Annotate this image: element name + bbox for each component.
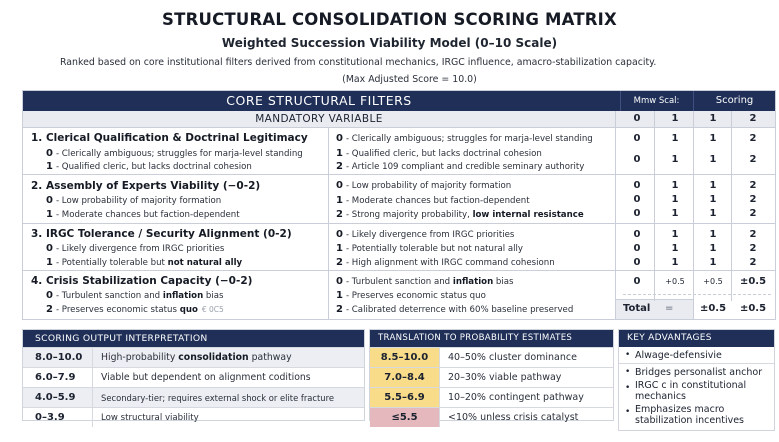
criterion-score: 0	[336, 276, 343, 287]
criterion-text: - Preserves economic status	[55, 305, 177, 315]
criterion-text: - Turbulent sanction and	[55, 291, 161, 301]
left-criterion	[46, 195, 221, 206]
interpretation-panel	[22, 329, 365, 421]
left-criterion	[46, 148, 303, 159]
criterion-text: - High alignment with IRGC command cohesionn	[345, 258, 555, 268]
criterion-score: 0	[336, 180, 343, 191]
left-criterion	[46, 243, 224, 254]
score-cell: 2	[749, 208, 757, 219]
score-cell: 1	[671, 133, 679, 144]
probability-panel	[369, 329, 614, 421]
criterion-score: 0	[46, 290, 53, 301]
criterion-score: 2	[336, 209, 343, 220]
right-criterion	[336, 148, 542, 159]
filter-section-4	[23, 271, 775, 319]
right-criterion	[336, 180, 511, 191]
total-label-cell	[615, 299, 693, 319]
score-cell: 2	[749, 243, 757, 254]
probability-row	[370, 347, 613, 367]
right-criterion	[336, 243, 523, 254]
criterion-score: 1	[336, 195, 343, 206]
score-cell: 1	[709, 229, 717, 240]
left-criterion	[46, 304, 224, 315]
faint-annotation: € 0C5	[201, 305, 224, 314]
left-criterion	[46, 209, 240, 220]
advantage-item: • Emphasizes macro stabilization incentives	[619, 404, 774, 428]
criterion-score: 2	[46, 304, 53, 315]
probability-text: <10% unless crisis catalyst	[448, 412, 579, 423]
score-cell: 0	[633, 194, 641, 205]
score-cell: 2	[749, 229, 757, 240]
header-scoring: Scoring	[693, 91, 775, 111]
right-criterion	[336, 161, 584, 172]
criterion-score: 0	[46, 195, 53, 206]
score-cell: 1	[709, 113, 717, 124]
score-cell: 2	[749, 113, 757, 124]
criterion-emphasis: low internal resistance	[472, 210, 584, 220]
max-score-note: (Max Adjusted Score = 10.0)	[342, 74, 477, 85]
score-cell: 1	[709, 154, 717, 165]
matrix-header	[23, 91, 775, 111]
score-cell: 0	[633, 229, 641, 240]
score-cell: 1	[709, 208, 717, 219]
header-core-filters: CORE STRUCTURAL FILTERS	[226, 93, 412, 108]
score-cell: +0.5	[665, 277, 685, 286]
criterion-score: 2	[336, 161, 343, 172]
left-criterion	[46, 290, 224, 301]
interpretation-row	[23, 387, 364, 407]
criterion-score: 1	[336, 243, 343, 254]
criterion-text: - Likely divergence from IRGC priorities	[345, 230, 515, 240]
left-criterion	[46, 257, 242, 268]
text-part: High-probability	[101, 352, 176, 363]
interpretation-row	[23, 347, 364, 367]
advantages-title: KEY ADVANTAGES	[619, 330, 774, 347]
criterion-text-after: bias	[203, 291, 224, 301]
score-cell: 1	[709, 257, 717, 268]
criterion-text: - Low probability of majority formation	[55, 196, 222, 206]
criterion-score: 2	[336, 304, 343, 315]
score-cell: 0	[633, 113, 641, 124]
score-cell: 0	[633, 133, 641, 144]
criterion-emphasis: inflation	[162, 291, 204, 301]
criterion-score: 1	[46, 257, 53, 268]
criterion-text: - Clerically ambiguous; struggles for marja-level standing	[345, 134, 593, 144]
score-range: 8.0–10.0	[23, 348, 93, 367]
criterion-score: 0	[46, 243, 53, 254]
criterion-text: - Qualified cleric, but lacks doctrinal cohesion	[55, 162, 252, 172]
criterion-score: 0	[46, 148, 53, 159]
probability-title: TRANSLATION TO PROBABILITY ESTIMATES	[370, 330, 613, 347]
interpretation-text	[93, 352, 292, 363]
filter-section-3	[23, 224, 775, 271]
criterion-text: - Turbulent sanction and	[345, 277, 451, 287]
right-criterion	[336, 229, 514, 240]
criterion-text: - Moderate chances but faction-dependent	[55, 210, 240, 220]
criterion-text: - Potentially tolerable but not natural ally	[345, 244, 524, 254]
page-subtitle: Weighted Succession Viability Model (0–10 Scale)	[221, 36, 558, 50]
criterion-text: - Low probability of majority formation	[345, 181, 512, 191]
score-cell: 1	[671, 208, 679, 219]
column-divider	[654, 111, 655, 301]
score-cell: 2	[749, 154, 757, 165]
criterion-score: 1	[46, 209, 53, 220]
criterion-score: 2	[336, 257, 343, 268]
score-cell: 1	[709, 243, 717, 254]
section-title: 1. Clerical Qualification & Doctrinal Legitimacy	[31, 132, 308, 144]
score-cell: 2	[749, 133, 757, 144]
probability-row	[370, 407, 613, 427]
criterion-text: - Moderate chances but faction-dependent	[345, 196, 530, 206]
score-cell: 1	[671, 180, 679, 191]
total-label: Total	[623, 303, 651, 314]
page-title: STRUCTURAL CONSOLIDATION SCORING MATRIX	[162, 10, 617, 29]
page-description: Ranked based on core institutional filters derived from constitutional mechanics, IRGC influence, amacro-stabilization capacity.	[60, 57, 657, 68]
criterion-text: - Likely divergence from IRGC priorities	[55, 244, 225, 254]
probability-text: 10–20% contingent pathway	[448, 392, 584, 403]
criterion-text: - Potentially tolerable but	[55, 258, 165, 268]
text-after: pathway	[248, 352, 292, 363]
column-divider	[693, 111, 694, 320]
score-cell: 1	[709, 194, 717, 205]
probability-range: ≤5.5	[370, 408, 440, 427]
text-emphasis: consolidation	[178, 352, 249, 363]
advantage-item: • Bridges personalist anchor	[619, 363, 774, 380]
score-cell: 1	[671, 257, 679, 268]
interpretation-text: Low structural viability	[101, 412, 199, 423]
score-cell: ±0.5	[739, 276, 767, 287]
score-cell: 1	[671, 113, 679, 124]
interpretation-text: Viable but dependent on alignment coditions	[101, 372, 311, 383]
column-divider	[328, 128, 329, 319]
score-cell: 1	[671, 154, 679, 165]
score-range: 0–3.9	[23, 408, 93, 427]
criterion-text-after: bias	[493, 277, 514, 287]
right-criterion	[336, 133, 593, 144]
probability-range: 5.5–6.9	[370, 388, 440, 407]
score-cell: 1	[709, 180, 717, 191]
score-cell: 0	[633, 154, 641, 165]
total-value: ±0.5	[739, 303, 767, 314]
total-equals: =	[665, 303, 674, 314]
total-value: ±0.5	[699, 303, 727, 314]
advantage-item: • IRGC c in constitutional mechanics	[619, 380, 774, 404]
criterion-score: 1	[336, 148, 343, 159]
header-mmw-scale: Mmw Scal:	[620, 91, 692, 111]
score-cell: 0	[633, 257, 641, 268]
column-divider	[615, 111, 616, 320]
mandatory-variable-label: MANDATORY VARIABLE	[255, 113, 383, 125]
score-cell: 0	[633, 180, 641, 191]
probability-row	[370, 367, 613, 387]
interpretation-row	[23, 367, 364, 387]
advantages-list	[619, 347, 774, 428]
probability-range: 8.5–10.0	[370, 348, 440, 367]
advantage-item: • Alwage-defensivie	[619, 347, 774, 363]
score-cell: 0	[633, 243, 641, 254]
score-cell: 2	[749, 180, 757, 191]
right-criterion	[336, 276, 514, 287]
probability-row	[370, 387, 613, 407]
right-criterion	[336, 209, 584, 220]
score-range: 4.0–5.9	[23, 388, 93, 407]
criterion-text: - Clerically ambiguous; struggles for marja-level standing	[55, 149, 303, 159]
score-cell: 1	[671, 229, 679, 240]
score-cell: 0	[633, 208, 641, 219]
right-criterion	[336, 195, 530, 206]
score-cell: 2	[749, 194, 757, 205]
dashed-separator	[623, 294, 771, 295]
section-title: 3. IRGC Tolerance / Security Alignment (0-2)	[31, 228, 292, 240]
column-divider	[731, 111, 732, 301]
section-title: 2. Assembly of Experts Viability (−0-2)	[31, 180, 261, 192]
score-cell: 1	[671, 243, 679, 254]
right-criterion	[336, 257, 555, 268]
mandatory-variable-row	[23, 111, 775, 128]
criterion-text: - Calibrated deterrence with 60% baseline preserved	[345, 305, 574, 315]
criterion-text: - Preserves economic status quo	[345, 291, 486, 301]
section-title: 4. Crisis Stabilization Capacity (−0-2)	[31, 275, 253, 287]
score-cell: +0.5	[703, 277, 723, 286]
score-cell: 1	[709, 133, 717, 144]
score-cell: 2	[749, 257, 757, 268]
criterion-text: - Qualified cleric, but lacks doctrinal cohesion	[345, 149, 542, 159]
filter-section-2	[23, 175, 775, 224]
probability-text: 20–30% viable pathway	[448, 372, 562, 383]
score-cell: 0	[633, 276, 641, 287]
right-criterion	[336, 304, 573, 315]
probability-text: 40–50% cluster dominance	[448, 352, 577, 363]
criterion-text: - Strong majority probability,	[345, 210, 470, 220]
score-cell: 1	[671, 194, 679, 205]
scoring-matrix	[22, 90, 776, 320]
criterion-score: 1	[46, 161, 53, 172]
filter-section-1	[23, 128, 775, 175]
left-criterion	[46, 161, 252, 172]
interpretation-row	[23, 407, 364, 427]
interpretation-text: Secondary-tier; requires external shock or elite fracture	[101, 392, 335, 403]
score-range: 6.0–7.9	[23, 368, 93, 387]
advantages-panel	[618, 329, 775, 431]
right-criterion	[336, 290, 486, 301]
criterion-text: - Article 109 compliant and credible seminary authority	[345, 162, 585, 172]
criterion-score: 0	[336, 133, 343, 144]
criterion-score: 1	[336, 290, 343, 301]
criterion-emphasis: not natural ally	[167, 258, 243, 268]
probability-range: 7.0–8.4	[370, 368, 440, 387]
criterion-emphasis: quo	[179, 305, 198, 315]
criterion-score: 0	[336, 229, 343, 240]
interpretation-title: SCORING OUTPUT INTERPRETATION	[23, 330, 364, 347]
criterion-emphasis: inflation	[452, 277, 494, 287]
